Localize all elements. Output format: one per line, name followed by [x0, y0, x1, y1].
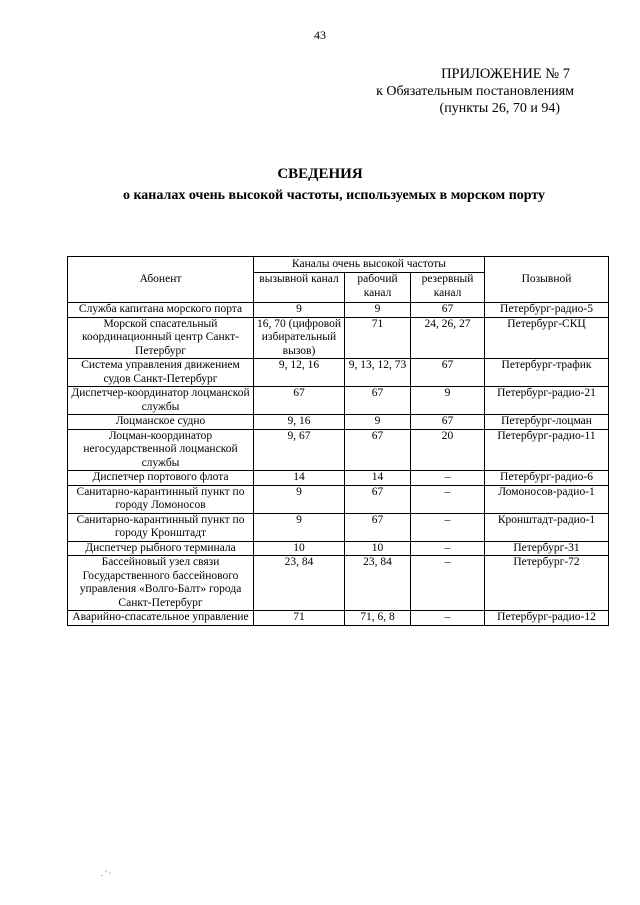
cell-reserve-channel: –	[411, 611, 485, 626]
cell-calling-channel: 16, 70 (цифровой избирательный вызов)	[254, 317, 345, 359]
appendix-points: (пункты 26, 70 и 94)	[439, 101, 560, 116]
table-row	[68, 359, 609, 387]
cell-reserve-channel: 67	[411, 359, 485, 387]
cell-working-channel: 71	[345, 317, 411, 359]
cell-reserve-channel: –	[411, 513, 485, 541]
table-row	[68, 415, 609, 430]
cell-subscriber: Аварийно-спасательное управление	[68, 611, 254, 626]
cell-working-channel: 71, 6, 8	[345, 611, 411, 626]
cell-callsign: Петербург-трафик	[485, 359, 609, 387]
cell-calling-channel: 9	[254, 513, 345, 541]
table-row	[68, 485, 609, 513]
cell-callsign: Петербург-радио-21	[485, 387, 609, 415]
table-row	[68, 611, 609, 626]
cell-reserve-channel: 67	[411, 415, 485, 430]
cell-reserve-channel: 9	[411, 387, 485, 415]
cell-subscriber: Диспетчер портового флота	[68, 471, 254, 486]
header-reserve-channel: резервный канал	[411, 273, 485, 303]
cell-reserve-channel: 24, 26, 27	[411, 317, 485, 359]
table-row	[68, 387, 609, 415]
table-row	[68, 317, 609, 359]
cell-calling-channel: 9, 67	[254, 429, 345, 471]
header-calling-channel: вызывной канал	[254, 273, 345, 303]
cell-subscriber: Диспетчер рыбного терминала	[68, 541, 254, 556]
cell-calling-channel: 10	[254, 541, 345, 556]
cell-callsign: Петербург-радио-6	[485, 471, 609, 486]
cell-working-channel: 23, 84	[345, 556, 411, 611]
appendix-reference: к Обязательным постановлениям	[376, 84, 574, 99]
cell-calling-channel: 9, 12, 16	[254, 359, 345, 387]
cell-subscriber: Лоцманское судно	[68, 415, 254, 430]
cell-subscriber: Лоцман-координатор негосударственной лоцманской службы	[68, 429, 254, 471]
cell-calling-channel: 71	[254, 611, 345, 626]
page-number: 43	[314, 28, 326, 42]
cell-subscriber: Санитарно-карантинный пункт по городу Кронштадт	[68, 513, 254, 541]
cell-callsign: Кронштадт-радио-1	[485, 513, 609, 541]
cell-working-channel: 9, 13, 12, 73	[345, 359, 411, 387]
table-row	[68, 513, 609, 541]
cell-callsign: Петербург-31	[485, 541, 609, 556]
table-row	[68, 303, 609, 318]
document-title: СВЕДЕНИЯ	[277, 166, 363, 182]
cell-reserve-channel: 67	[411, 303, 485, 318]
cell-subscriber: Бассейновый узел связи Государственного бассейнового управления «Волго-Балт» города Санкт-Петербург	[68, 556, 254, 611]
cell-reserve-channel: –	[411, 541, 485, 556]
table-row	[68, 471, 609, 486]
header-subscriber: Абонент	[68, 257, 254, 303]
cell-callsign: Петербург-радио-11	[485, 429, 609, 471]
cell-subscriber: Диспетчер-координатор лоцманской службы	[68, 387, 254, 415]
cell-working-channel: 67	[345, 387, 411, 415]
cell-reserve-channel: 20	[411, 429, 485, 471]
cell-subscriber: Служба капитана морского порта	[68, 303, 254, 318]
table-row	[68, 556, 609, 611]
cell-calling-channel: 67	[254, 387, 345, 415]
vhf-channels-table	[67, 256, 609, 626]
document-subtitle: о каналах очень высокой частоты, используемых в морском порту	[122, 188, 546, 203]
cell-working-channel: 14	[345, 471, 411, 486]
cell-calling-channel: 9	[254, 485, 345, 513]
cell-callsign: Петербург-72	[485, 556, 609, 611]
cell-reserve-channel: –	[411, 556, 485, 611]
appendix-header	[274, 66, 574, 117]
scan-mark: . ′ ·	[101, 869, 112, 878]
cell-calling-channel: 9, 16	[254, 415, 345, 430]
cell-working-channel: 9	[345, 415, 411, 430]
header-working-channel: рабочий канал	[345, 273, 411, 303]
cell-working-channel: 9	[345, 303, 411, 318]
table-row	[68, 429, 609, 471]
cell-callsign: Петербург-лоцман	[485, 415, 609, 430]
cell-callsign: Петербург-радио-5	[485, 303, 609, 318]
cell-subscriber: Санитарно-карантинный пункт по городу Ломоносов	[68, 485, 254, 513]
table-body	[68, 303, 609, 626]
cell-reserve-channel: –	[411, 471, 485, 486]
cell-subscriber: Система управления движением судов Санкт-Петербург	[68, 359, 254, 387]
header-callsign: Позывной	[485, 257, 609, 303]
appendix-number: ПРИЛОЖЕНИЕ № 7	[441, 66, 570, 82]
cell-reserve-channel: –	[411, 485, 485, 513]
cell-calling-channel: 14	[254, 471, 345, 486]
cell-subscriber: Морской спасательный координационный центр Санкт- Петербург	[68, 317, 254, 359]
cell-calling-channel: 9	[254, 303, 345, 318]
cell-working-channel: 67	[345, 513, 411, 541]
cell-calling-channel: 23, 84	[254, 556, 345, 611]
header-channels-group: Каналы очень высокой частоты	[254, 257, 485, 273]
table-row	[68, 541, 609, 556]
cell-working-channel: 67	[345, 429, 411, 471]
cell-callsign: Петербург-радио-12	[485, 611, 609, 626]
cell-callsign: Петербург-СКЦ	[485, 317, 609, 359]
cell-working-channel: 10	[345, 541, 411, 556]
cell-working-channel: 67	[345, 485, 411, 513]
cell-callsign: Ломоносов-радио-1	[485, 485, 609, 513]
